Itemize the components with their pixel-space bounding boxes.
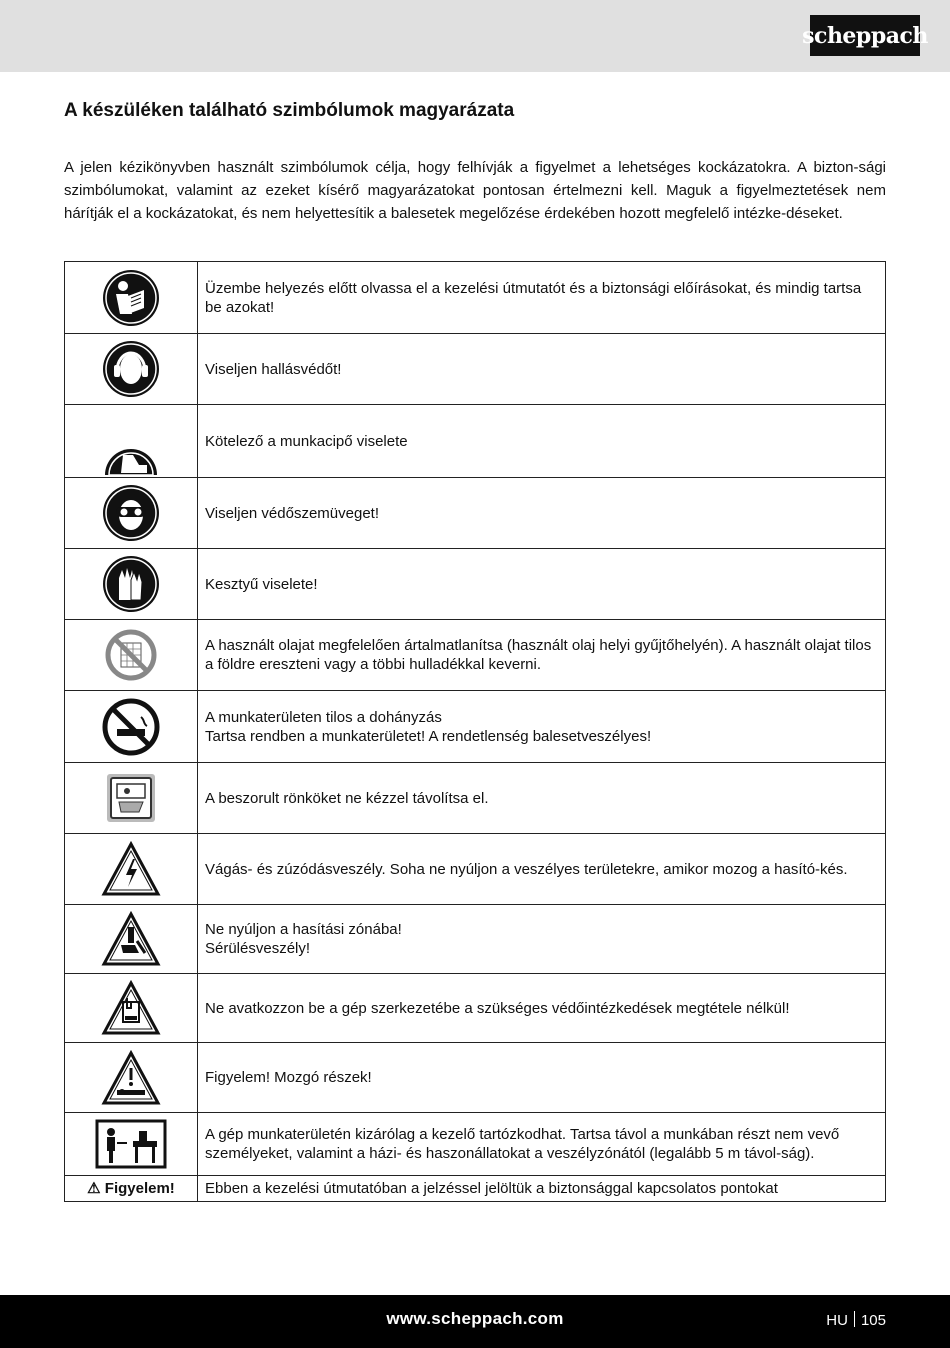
symbol-description <box>198 478 886 549</box>
symbol-icon-cell <box>65 691 198 763</box>
description-line: Viseljen védőszemüveget! <box>205 504 379 522</box>
symbol-icon-cell <box>65 334 198 405</box>
operator-only-icon <box>65 1119 197 1169</box>
symbol-description <box>198 691 886 763</box>
symbol-row <box>65 1113 886 1176</box>
language-code: HU <box>826 1312 848 1329</box>
no-smoking-icon <box>65 697 197 757</box>
symbol-row <box>65 834 886 905</box>
hand-crush-hazard-icon <box>65 911 197 967</box>
safety-shoes-icon <box>65 405 197 477</box>
symbol-row <box>65 763 886 834</box>
symbol-row <box>65 262 886 334</box>
description-line: A beszorult rönköket ne kézzel távolítsa el. <box>205 789 489 807</box>
intro-paragraph: A jelen kézikönyvben használt szimbólumok célja, hogy felhívják a figyelmet a lehetséges kockázatokra. A bizton-sági szimbólumokat, valamint az ezeket kísérő magyarázatokat pontosan értelmezni kell. Maguk a figyelmeztetések nem hárítják el a kockázatokat, és nem helyettesítik a balesetek megelőzése érdekében hozott megfelelő intézke-déseket. <box>64 159 886 222</box>
symbol-row <box>65 405 886 478</box>
symbol-row <box>65 549 886 620</box>
website-url[interactable]: www.scheppach.com <box>386 1309 564 1328</box>
page-separator <box>854 1311 855 1327</box>
symbol-row <box>65 691 886 763</box>
electric-hazard-icon <box>65 841 197 897</box>
page-number <box>826 1311 886 1329</box>
description-line: Sérülésveszély! <box>205 940 311 957</box>
symbol-description <box>198 1113 886 1176</box>
symbol-row <box>65 620 886 691</box>
warning-label: ⚠ Figyelem! <box>65 1176 198 1202</box>
description-line: Ne avatkozzon be a gép szerkezetébe a szükséges védőintézkedések megtétele nélkül! <box>205 999 790 1017</box>
symbol-description <box>198 549 886 620</box>
description-line: Ne nyúljon a hasítási zónába! <box>205 921 402 938</box>
description-line: A használt olajat megfelelően ártalmatlanítsa (használt olaj helyi gyűjtőhelyén). A használt olajat tilos a földre ereszteni vagy a többi hulladékkal keverni. <box>205 637 872 673</box>
symbol-icon-cell <box>65 549 198 620</box>
description-line: Viseljen hallásvédőt! <box>205 360 342 378</box>
description-line: Tartsa rendben a munkaterületet! A rendetlenség balesetveszélyes! <box>205 727 652 745</box>
symbol-row <box>65 334 886 405</box>
symbol-icon-cell <box>65 905 198 974</box>
description-line: Üzembe helyezés előtt olvassa el a kezelési útmutatót és a biztonsági előírásokat, és mindig tartsa be azokat! <box>205 279 862 316</box>
symbol-icon-cell <box>65 1113 198 1176</box>
page-title: A készüléken található szimbólumok magyarázata <box>64 100 515 121</box>
symbol-row <box>65 478 886 549</box>
symbol-row <box>65 974 886 1043</box>
read-manual-icon <box>65 268 197 328</box>
moving-parts-icon <box>65 1050 197 1106</box>
symbol-icon-cell <box>65 974 198 1043</box>
symbol-description <box>198 405 886 478</box>
symbol-description <box>198 974 886 1043</box>
description-line: Figyelem! Mozgó részek! <box>205 1069 372 1086</box>
scheppach-logo: scheppach <box>810 15 920 56</box>
symbol-icon-cell <box>65 262 198 334</box>
symbol-description <box>198 763 886 834</box>
symbol-row <box>65 905 886 974</box>
machine-hazard-icon <box>65 980 197 1036</box>
symbol-description <box>198 262 886 334</box>
description-line: A munkaterületen tilos a dohányzás <box>205 708 442 726</box>
header-band <box>0 0 950 72</box>
symbol-icon-cell <box>65 478 198 549</box>
symbol-row <box>65 1043 886 1113</box>
symbol-icon-cell <box>65 834 198 905</box>
symbol-icon-cell <box>65 620 198 691</box>
symbol-icon-cell <box>65 405 198 478</box>
symbol-description <box>198 620 886 691</box>
warning-row <box>65 1176 886 1202</box>
no-hand-removal-icon <box>65 772 197 824</box>
symbol-icon-cell <box>65 1043 198 1113</box>
page-number-value: 105 <box>860 1312 886 1329</box>
symbol-description <box>198 905 886 974</box>
description-line: Kötelező a munkacipő viselete <box>205 432 408 450</box>
footer-bar <box>0 1295 950 1348</box>
symbol-icon-cell <box>65 763 198 834</box>
symbol-description <box>198 834 886 905</box>
symbol-description <box>198 1043 886 1113</box>
warning-text: Ebben a kezelési útmutatóban a jelzéssel jelöltük a biztonsággal kapcsolatos pontokat <box>198 1176 886 1202</box>
hearing-protection-icon <box>65 339 197 399</box>
description-line: A gép munkaterületén kizárólag a kezelő tartózkodhat. Tartsa távol a munkában részt nem vevő személyeket, valamint a házi- és haszonállatokat a veszélyzónától (legalább 5 m távol-ság). <box>205 1126 840 1162</box>
symbol-table <box>64 261 886 1202</box>
symbol-description <box>198 334 886 405</box>
description-line: Kesztyű viselete! <box>205 575 318 593</box>
description-line: Vágás- és zúzódásveszély. Soha ne nyúljon a veszélyes területekre, amikor mozog a hasító-kés. <box>205 860 848 878</box>
safety-goggles-icon <box>65 483 197 543</box>
gloves-icon <box>65 554 197 614</box>
no-waste-oil-icon <box>65 629 197 681</box>
